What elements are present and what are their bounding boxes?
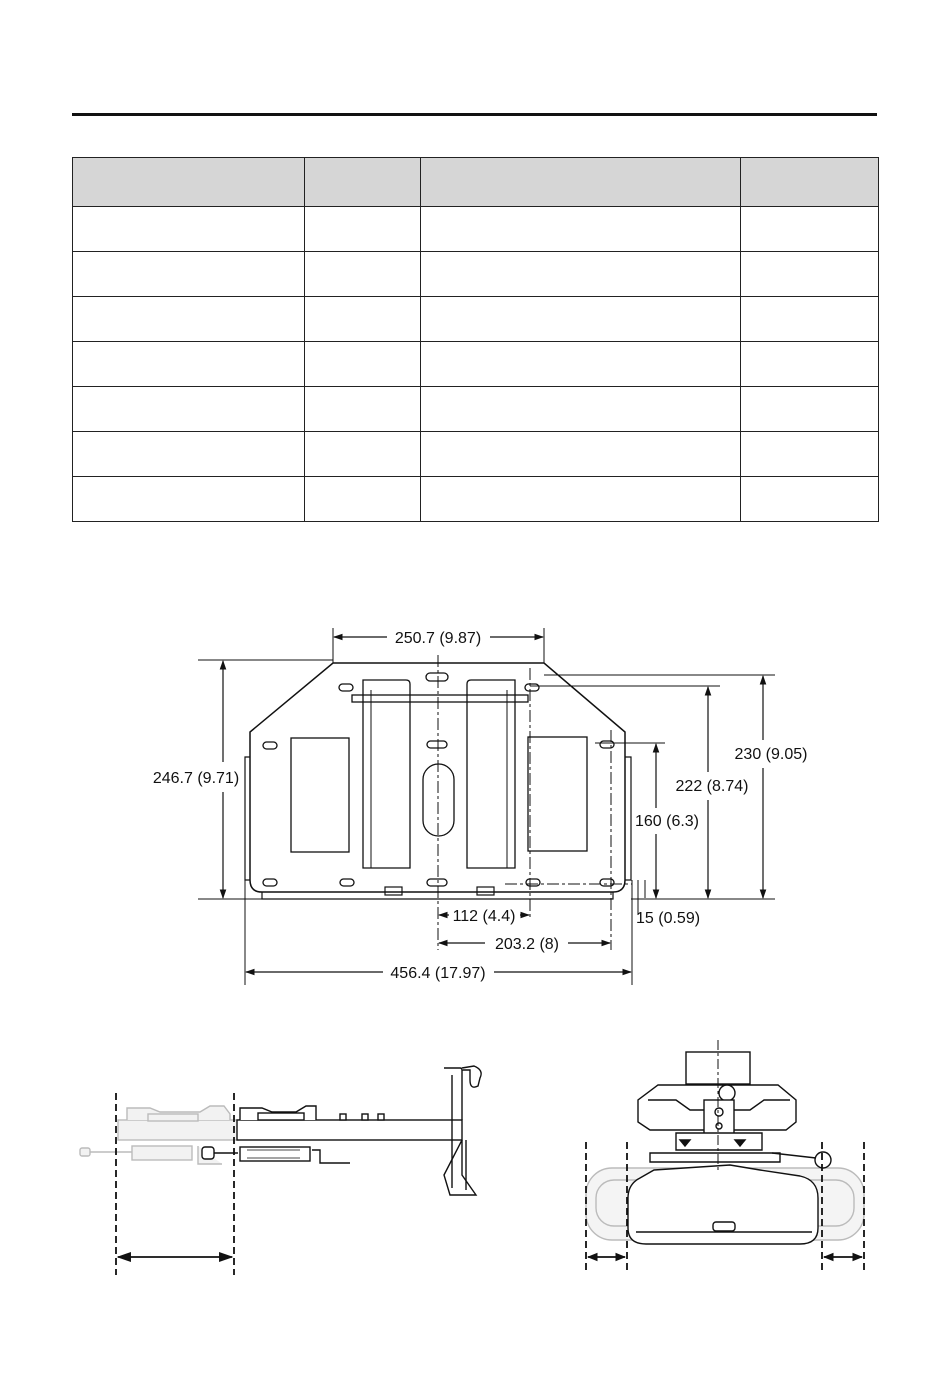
dim-height-222: 222 (8.74) [675, 778, 749, 795]
right-side-flange [625, 757, 631, 880]
right-window [528, 737, 587, 851]
dim-offset-15: 15 (0.59) [636, 910, 701, 927]
dim-height-230: 230 (9.05) [734, 746, 808, 763]
dim-height-160: 160 (6.3) [634, 813, 700, 830]
top-bar [352, 695, 528, 702]
dim-top-width: 250.7 (9.87) [394, 630, 482, 647]
dim-total-width: 456.4 (17.97) [390, 965, 486, 982]
left-window [291, 738, 349, 852]
main-arm [202, 1066, 481, 1195]
projector-front-view [586, 1040, 864, 1270]
dim-width-203: 203.2 (8) [494, 936, 560, 953]
arm-side-view [80, 1066, 481, 1275]
dim-offset-112: 112 (4.4) [452, 908, 516, 925]
extension-lines [198, 628, 775, 985]
dim-left-height: 246.7 (9.71) [152, 770, 240, 787]
left-rail [363, 680, 410, 868]
right-rail [467, 680, 515, 868]
main-projector [628, 1052, 831, 1244]
